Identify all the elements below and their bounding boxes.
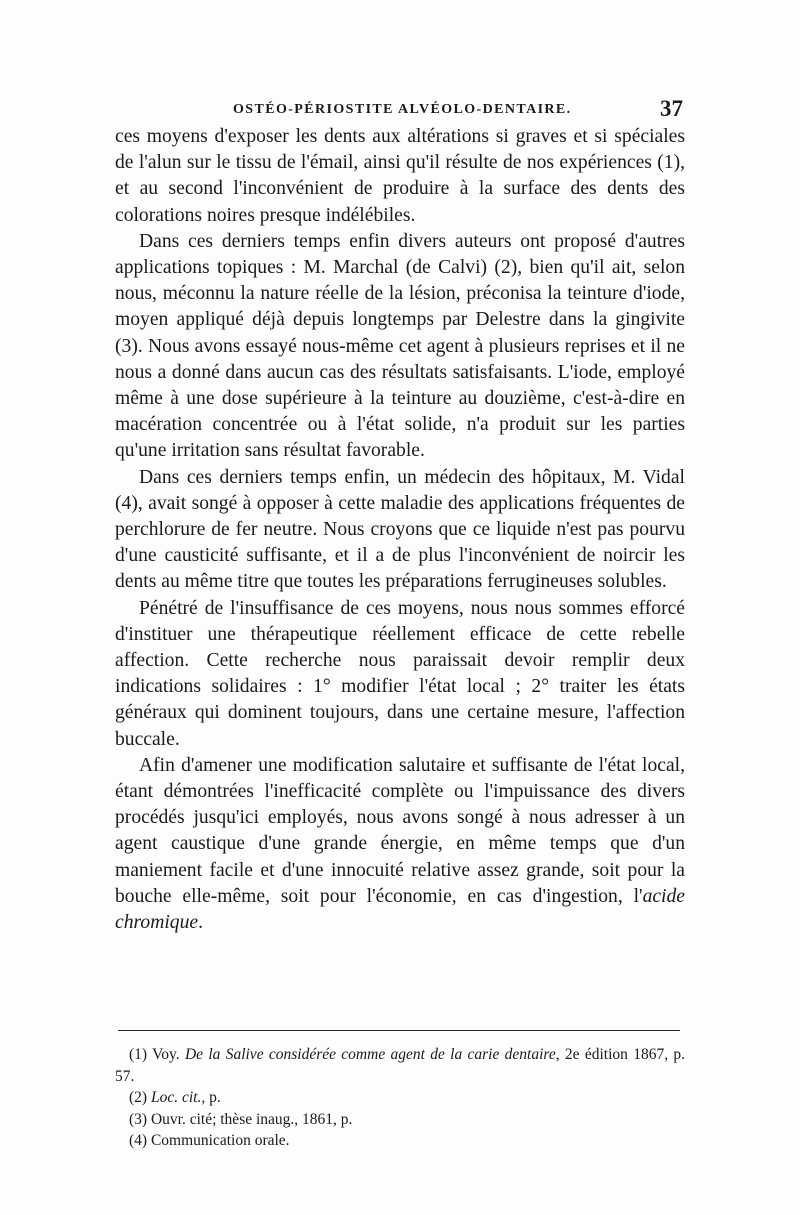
paragraph-5-text: Afin d'amener une modification salutaire et suffisante de l'état local, étant démontrées l'inefficacité complète ou l'impuissance des divers procédés jusqu'ici employés, nous avons songé à nous adresser à un agent caustique d'une grande énergie, en même temps que d'un maniement facile et d'une innocuité relative assez grande, soit pour la bouche elle-même, soit pour l'économie, en cas d'ingestion, xyxy=(115,754,685,907)
paragraph-3: Dans ces derniers temps enfin, un médecin des hôpitaux, M. Vidal (4), avait songé à opposer à cette maladie des applications fréquentes de perchlorure de fer neutre. Nous croyons que ce liquide n'est pas pourvu d'une causticité suffisante, et il a de plus l'inconvénient de noircir les dents au même titre que toutes les préparations ferrugineuses solubles. xyxy=(115,466,685,593)
paragraph-5-italic-term: acide chromique xyxy=(115,885,685,934)
footnote-1 xyxy=(115,1044,685,1087)
footnote-2-prefix: (2) xyxy=(129,1089,148,1106)
footnote-1-suffix: , 2e édition 1867, p. 57. xyxy=(115,1046,685,1085)
footnotes xyxy=(115,1044,685,1152)
paragraph-5-article: l' xyxy=(633,885,643,907)
page-number: 37 xyxy=(660,96,683,121)
footnote-1-prefix: (1) Voy. xyxy=(129,1046,180,1063)
footnote-4: (4) Communication orale. xyxy=(129,1132,290,1149)
footnote-divider xyxy=(118,1030,680,1031)
footnote-3: (3) Ouvr. cité; thèse inaug., 1861, p. xyxy=(129,1110,353,1128)
body-text xyxy=(115,124,685,936)
paragraph-2: Dans ces derniers temps enfin divers auteurs ont proposé d'autres applications topiques : M. Marchal (de Calvi) (2), bien qu'il ait, selon nous, méconnu la nature réelle de la lésion, préconisa la teinture d'iode, moyen appliqué déjà depuis longtemps par Delestre dans la gingivite (3). Nous avons essayé nous-même cet agent à plusieurs reprises et il ne nous a donné dans aucun cas des résultats satisfaisants. L'iode, employé même à une dose supérieure à la teinture au douzième, c'est-à-dire en macération concentrée ou à l'état solide, n'a produit sur les parties qu'une irritation sans résultat favorable. xyxy=(115,230,685,462)
paragraph-1: ces moyens d'exposer les dents aux altérations si graves et si spéciales de l'alun sur le tissu de l'émail, ainsi qu'il résulte de nos expériences (1), et au second l'inconvénient de produire à la surface des dents des colorations noires presque indélébiles. xyxy=(115,126,685,226)
footnote-1-title: De la Salive considérée comme agent de la carie dentaire xyxy=(184,1046,556,1063)
running-title: OSTÉO-PÉRIOSTITE ALVÉOLO-DENTAIRE. xyxy=(233,102,572,117)
paragraph-5 xyxy=(115,753,685,936)
footnote-2 xyxy=(115,1087,685,1109)
paragraph-5-end: . xyxy=(198,912,203,934)
paragraph-4: Pénétré de l'insuffisance de ces moyens, nous nous sommes efforcé d'instituer une thérapeutique réellement efficace de cette rebelle affection. Cette recherche nous paraissait devoir remplir deux indications solidaires : 1° modifier l'état local ; 2° traiter les états généraux qui dominent toujours, dans une certaine mesure, l'affection buccale. xyxy=(115,597,685,750)
footnote-2-suffix: , p. xyxy=(201,1089,221,1106)
footnote-2-ref: Loc. cit. xyxy=(150,1089,202,1106)
running-head xyxy=(115,98,685,122)
